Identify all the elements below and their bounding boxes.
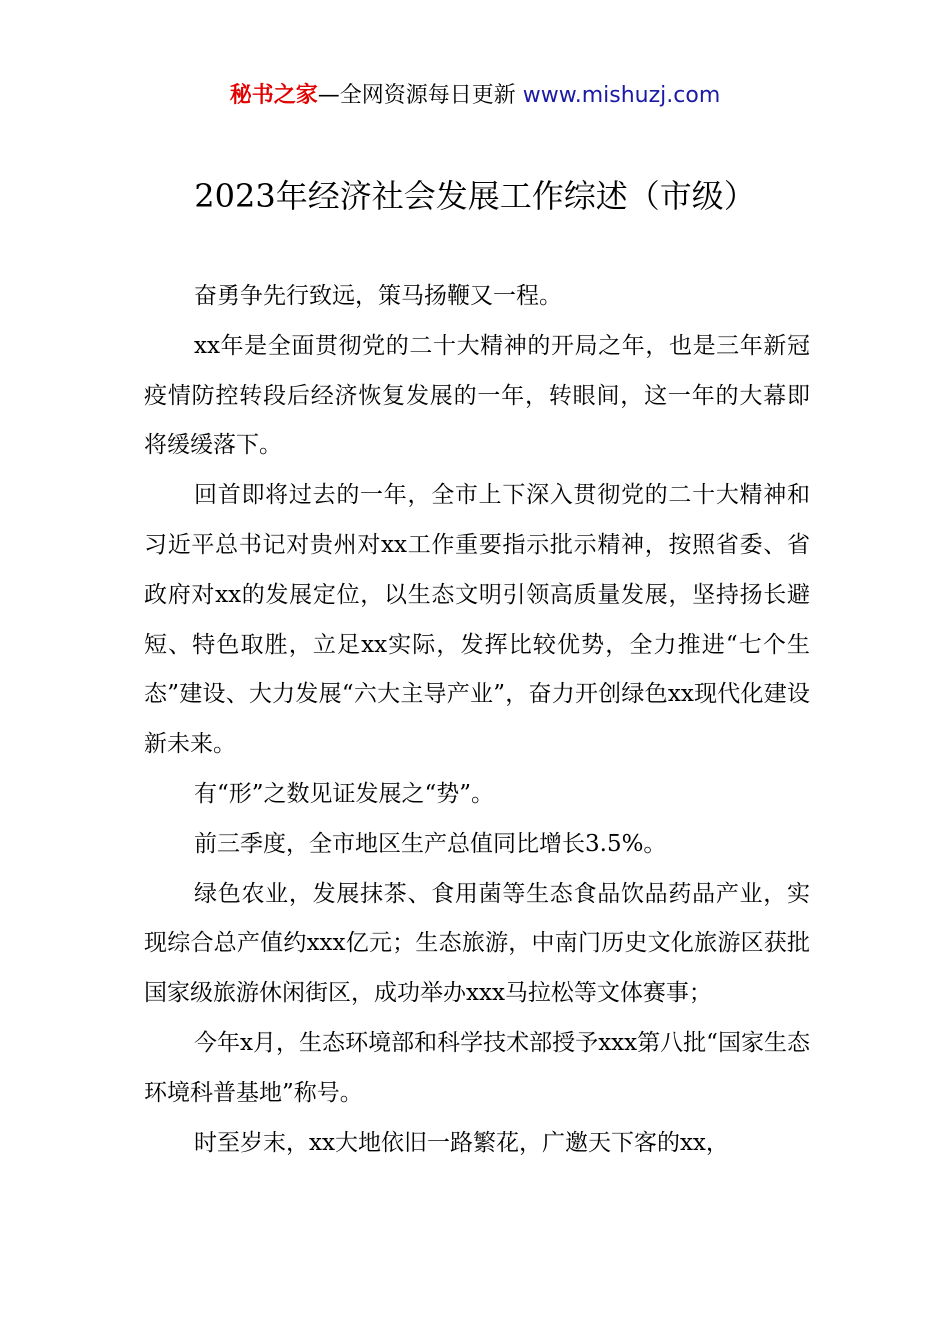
paragraph: 奋勇争先行致远，策马扬鞭又一程。 [194, 283, 562, 309]
paragraph: 有“形”之数见证发展之“势”。 [194, 780, 495, 807]
site-tagline: —全网资源每日更新 [317, 83, 516, 108]
document-title: 2023年经济社会发展工作综述（市级） [194, 177, 756, 215]
paragraph: 绿色农业，发展抹茶、食用菌等生态食品饮品药品产业，实现综合总产值约xxx亿元；生态旅游，中南门历史文化旅游区获批国家级旅游休闲街区，成功举办xxx马拉松等文体赛事； [144, 880, 810, 1007]
site-url-link[interactable]: www.mishuzj.com [522, 83, 721, 108]
paragraph: 回首即将过去的一年，全市上下深入贯彻党的二十大精神和习近平总书记对贵州对xx工作重要指示批示精神，按照省委、省政府对xx的发展定位，以生态文明引领高质量发展，坚持扬长避短、特色取胜，立足xx实际，发挥比较优势，全力推进“七个生态”建设、大力发展“六大主导产业”，奋力开创绿色xx现代化建设新未来。 [144, 482, 810, 758]
site-brand: 秘书之家 [229, 83, 318, 108]
site-header [0, 80, 950, 112]
paragraph: xx年是全面贯彻党的二十大精神的开局之年，也是三年新冠疫情防控转段后经济恢复发展的一年，转眼间，这一年的大幕即将缓缓落下。 [144, 332, 810, 459]
paragraph: 今年x月，生态环境部和科学技术部授予xxx第八批“国家生态环境科普基地”称号。 [144, 1029, 810, 1106]
paragraph: 前三季度，全市地区生产总值同比增长3.5%。 [194, 830, 667, 857]
document-body [144, 272, 810, 1168]
paragraph: 时至岁末，xx大地依旧一路繁花，广邀天下客的xx， [194, 1129, 729, 1156]
